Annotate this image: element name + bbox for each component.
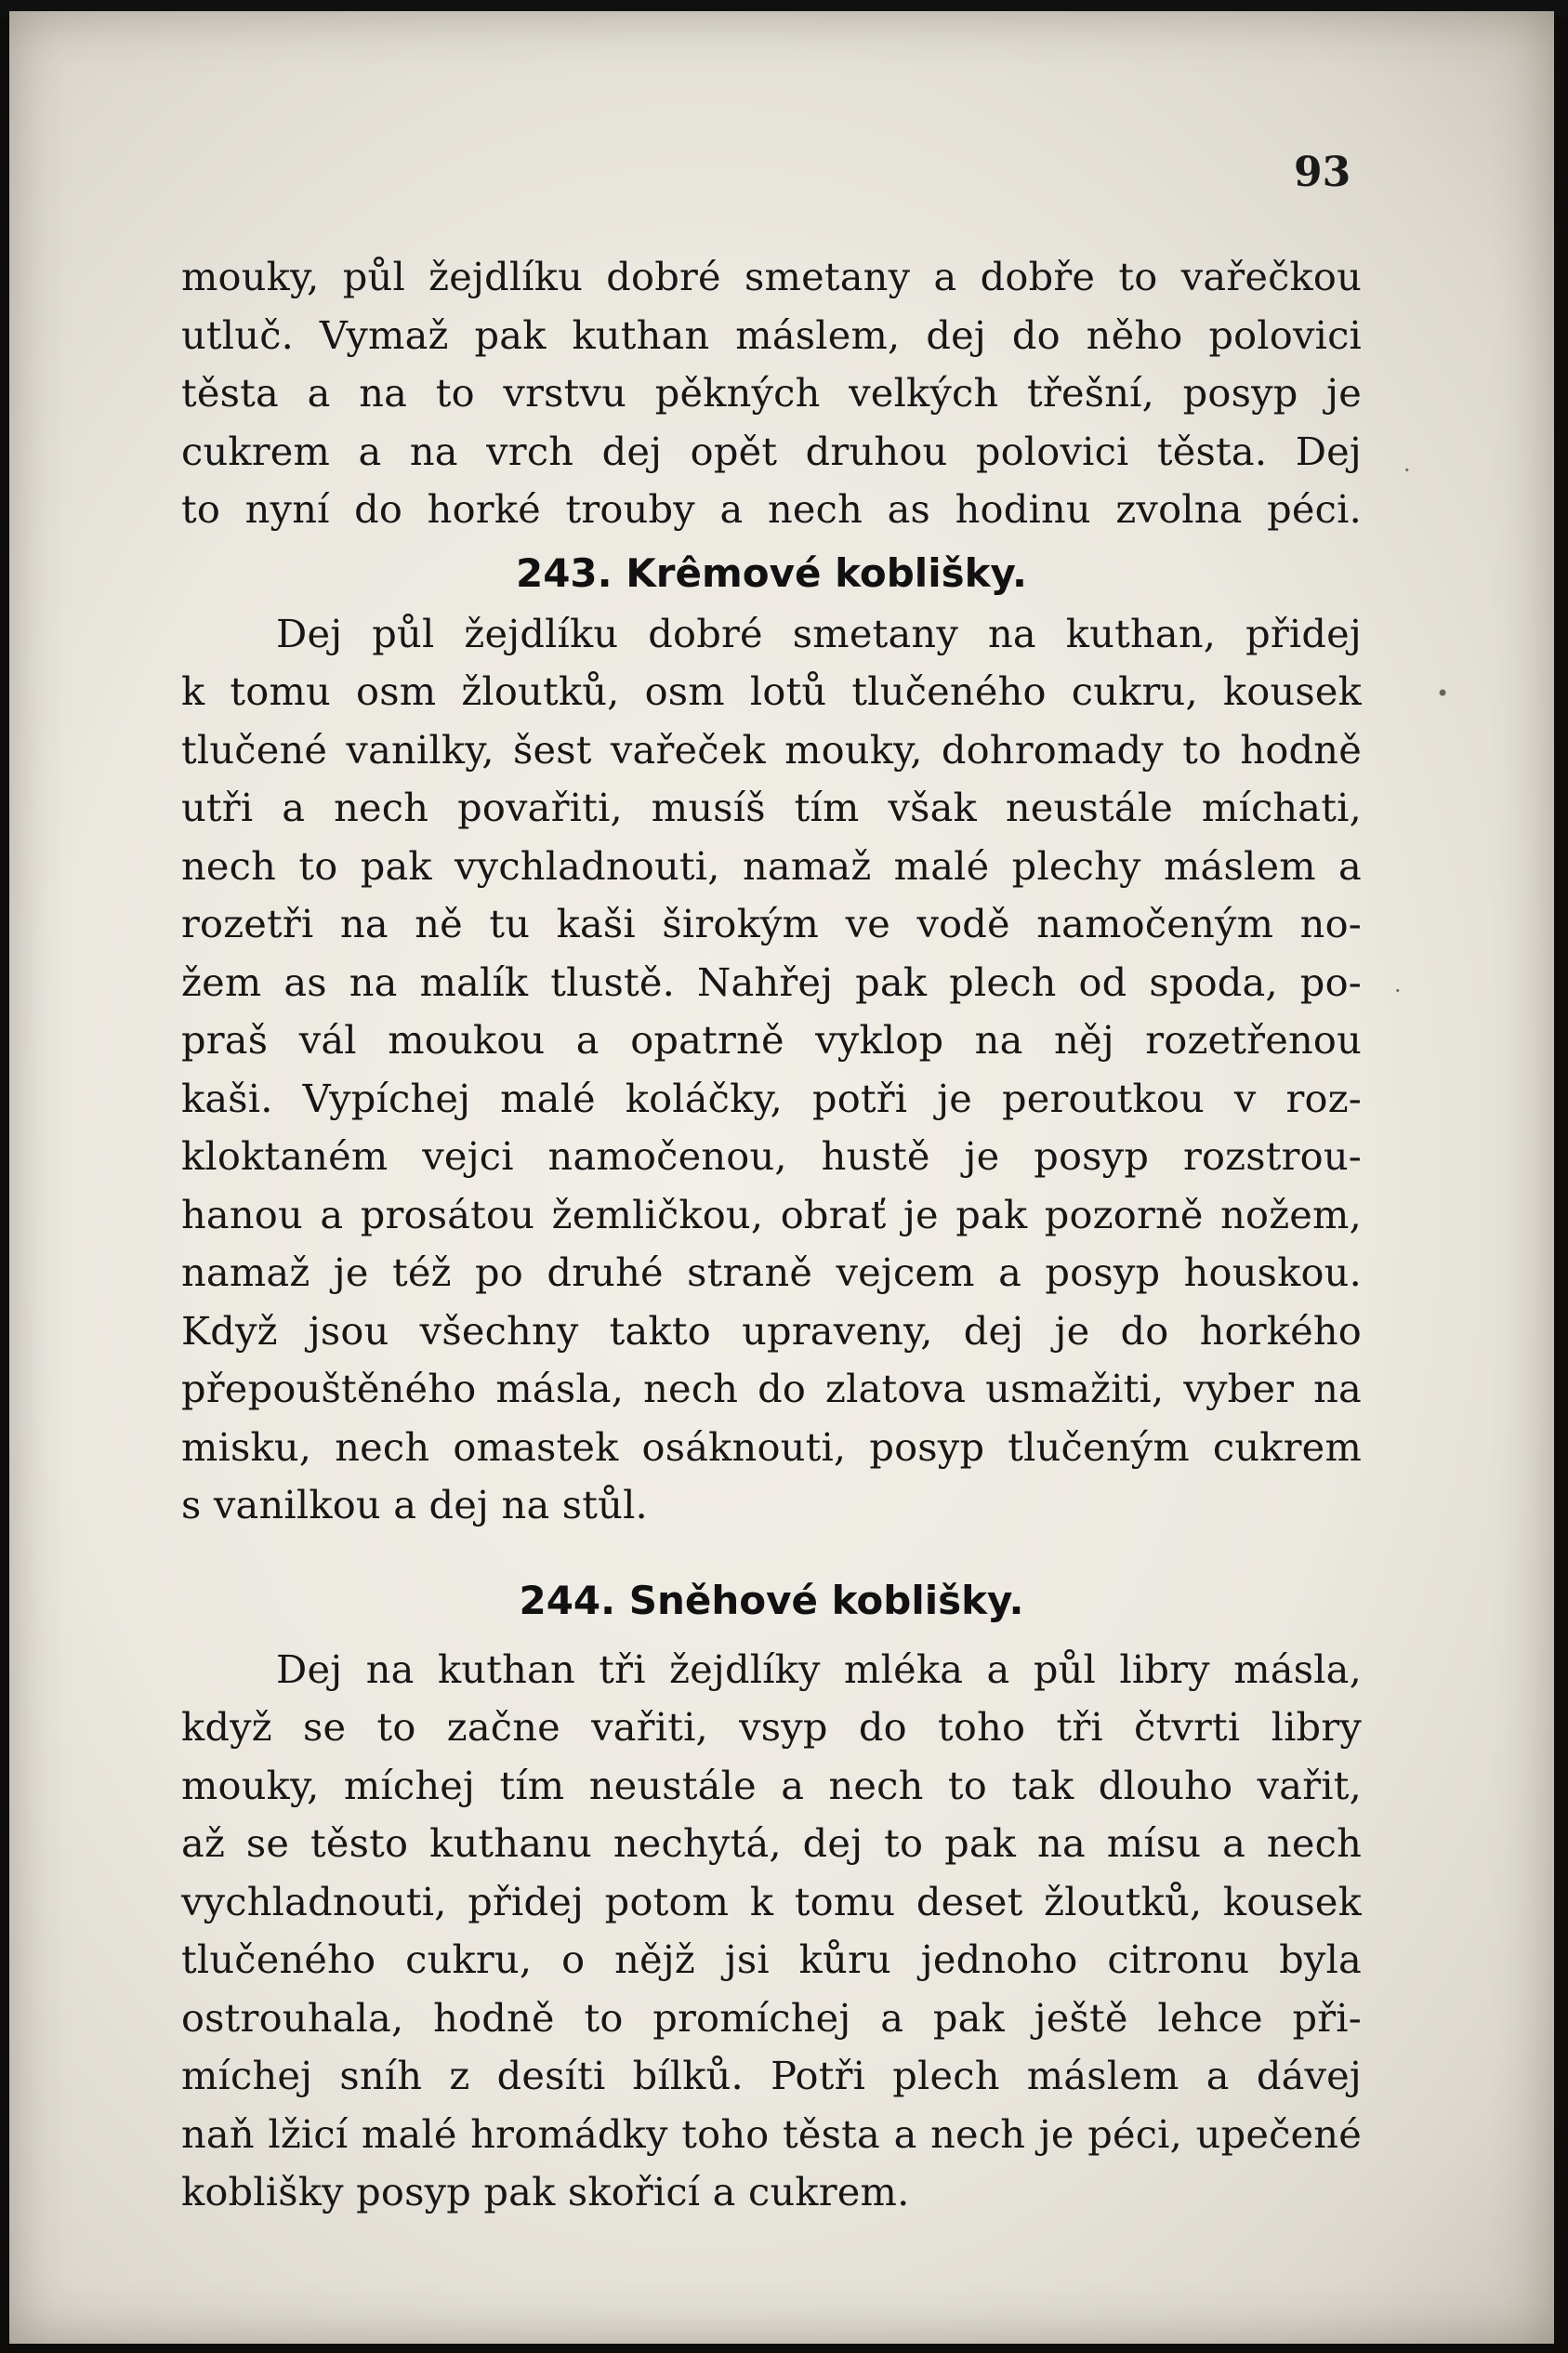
ink-speck: · — [1403, 457, 1411, 483]
text-line: mouky, míchej tím neustále a nech to tak dlouho vařit, — [181, 1762, 1362, 1808]
text-line: k tomu osm žloutků, osm lotů tlučeného cukru, kousek — [181, 668, 1362, 714]
recipe-243-paragraph — [181, 605, 1362, 1535]
text-line: až se těsto kuthanu nechytá, dej to pak na mísu a nech — [181, 1820, 1362, 1866]
recipe-243-title: 243. Krêmové koblišky. — [515, 549, 1028, 596]
text-line: cukrem a na vrch dej opět druhou polovici těsta. Dej — [181, 428, 1362, 474]
text-line: tlučené vanilky, šest vařeček mouky, dohromady to hodně — [181, 726, 1362, 773]
text-line: žem as na malík tlustě. Nahřej pak plech od spoda, po- — [181, 958, 1362, 1005]
text-line: Dej půl žejdlíku dobré smetany na kuthan, přidej — [276, 610, 1362, 656]
intro-paragraph — [181, 248, 1362, 539]
text-line: tlučeného cukru, o nějž jsi kůru jednoho citronu byla — [181, 1937, 1362, 1982]
text-line: s vanilkou a dej na stůl. — [181, 1482, 648, 1527]
text-line: koblišky posyp pak skořicí a cukrem. — [181, 2169, 910, 2214]
page-number: 93 — [1294, 149, 1351, 196]
ink-speck: · — [1394, 978, 1402, 1004]
recipe-244-title: 244. Sněhové koblišky. — [519, 1577, 1024, 1623]
text-line: utluč. Vymaž pak kuthan máslem, dej do něho polovici — [181, 311, 1362, 358]
text-line: to nyní do horké trouby a nech as hodinu zvolna péci. — [181, 486, 1362, 532]
text-line: Dej na kuthan tři žejdlíky mléka a půl libry másla, — [276, 1646, 1362, 1692]
text-line: utři a nech povařiti, musíš tím však neustále míchati, — [181, 785, 1362, 830]
text-line: namaž je též po druhé straně vejcem a posyp houskou. — [181, 1249, 1362, 1295]
page-body — [181, 248, 1362, 2222]
text-line: kloktaném vejci namočenou, hustě je posyp rozstrou- — [181, 1133, 1362, 1179]
text-line: nech to pak vychladnouti, namaž malé plechy máslem a — [181, 842, 1362, 889]
text-line: vychladnouti, přidej potom k tomu deset žloutků, kousek — [181, 1878, 1362, 1924]
ink-speck: • — [1436, 681, 1450, 707]
book-page — [9, 11, 1554, 2344]
text-line: praš vál moukou a opatrně vyklop na něj rozetřenou — [181, 1017, 1362, 1063]
text-line: mouky, půl žejdlíku dobré smetany a dobře to vařečkou — [181, 254, 1362, 299]
text-line: hanou a prosátou žemličkou, obrať je pak pozorně nožem, — [181, 1191, 1362, 1237]
text-line: přepouštěného másla, nech do zlatova usmažiti, vyber na — [181, 1366, 1362, 1411]
text-line: misku, nech omastek osáknouti, posyp tlučeným cukrem — [181, 1423, 1362, 1470]
text-line: Když jsou všechny takto upraveny, dej je do horkého — [181, 1307, 1362, 1354]
text-line: míchej sníh z desíti bílků. Potři plech máslem a dávej — [181, 2053, 1362, 2098]
text-line: naň lžicí malé hromádky toho těsta a nech je péci, upečené — [181, 2110, 1362, 2157]
text-line: kaši. Vypíchej malé koláčky, potři je peroutkou v roz- — [181, 1075, 1362, 1121]
text-line: když se to začne vařiti, vsyp do toho tři čtvrti libry — [181, 1704, 1362, 1750]
text-line: těsta a na to vrstvu pěkných velkých třešní, posyp je — [181, 370, 1362, 416]
recipe-244-paragraph — [181, 1641, 1362, 2222]
text-line: rozetři na ně tu kaši širokým ve vodě namočeným no- — [181, 901, 1362, 946]
text-line: ostrouhala, hodně to promíchej a pak ještě lehce při- — [181, 1994, 1362, 2041]
